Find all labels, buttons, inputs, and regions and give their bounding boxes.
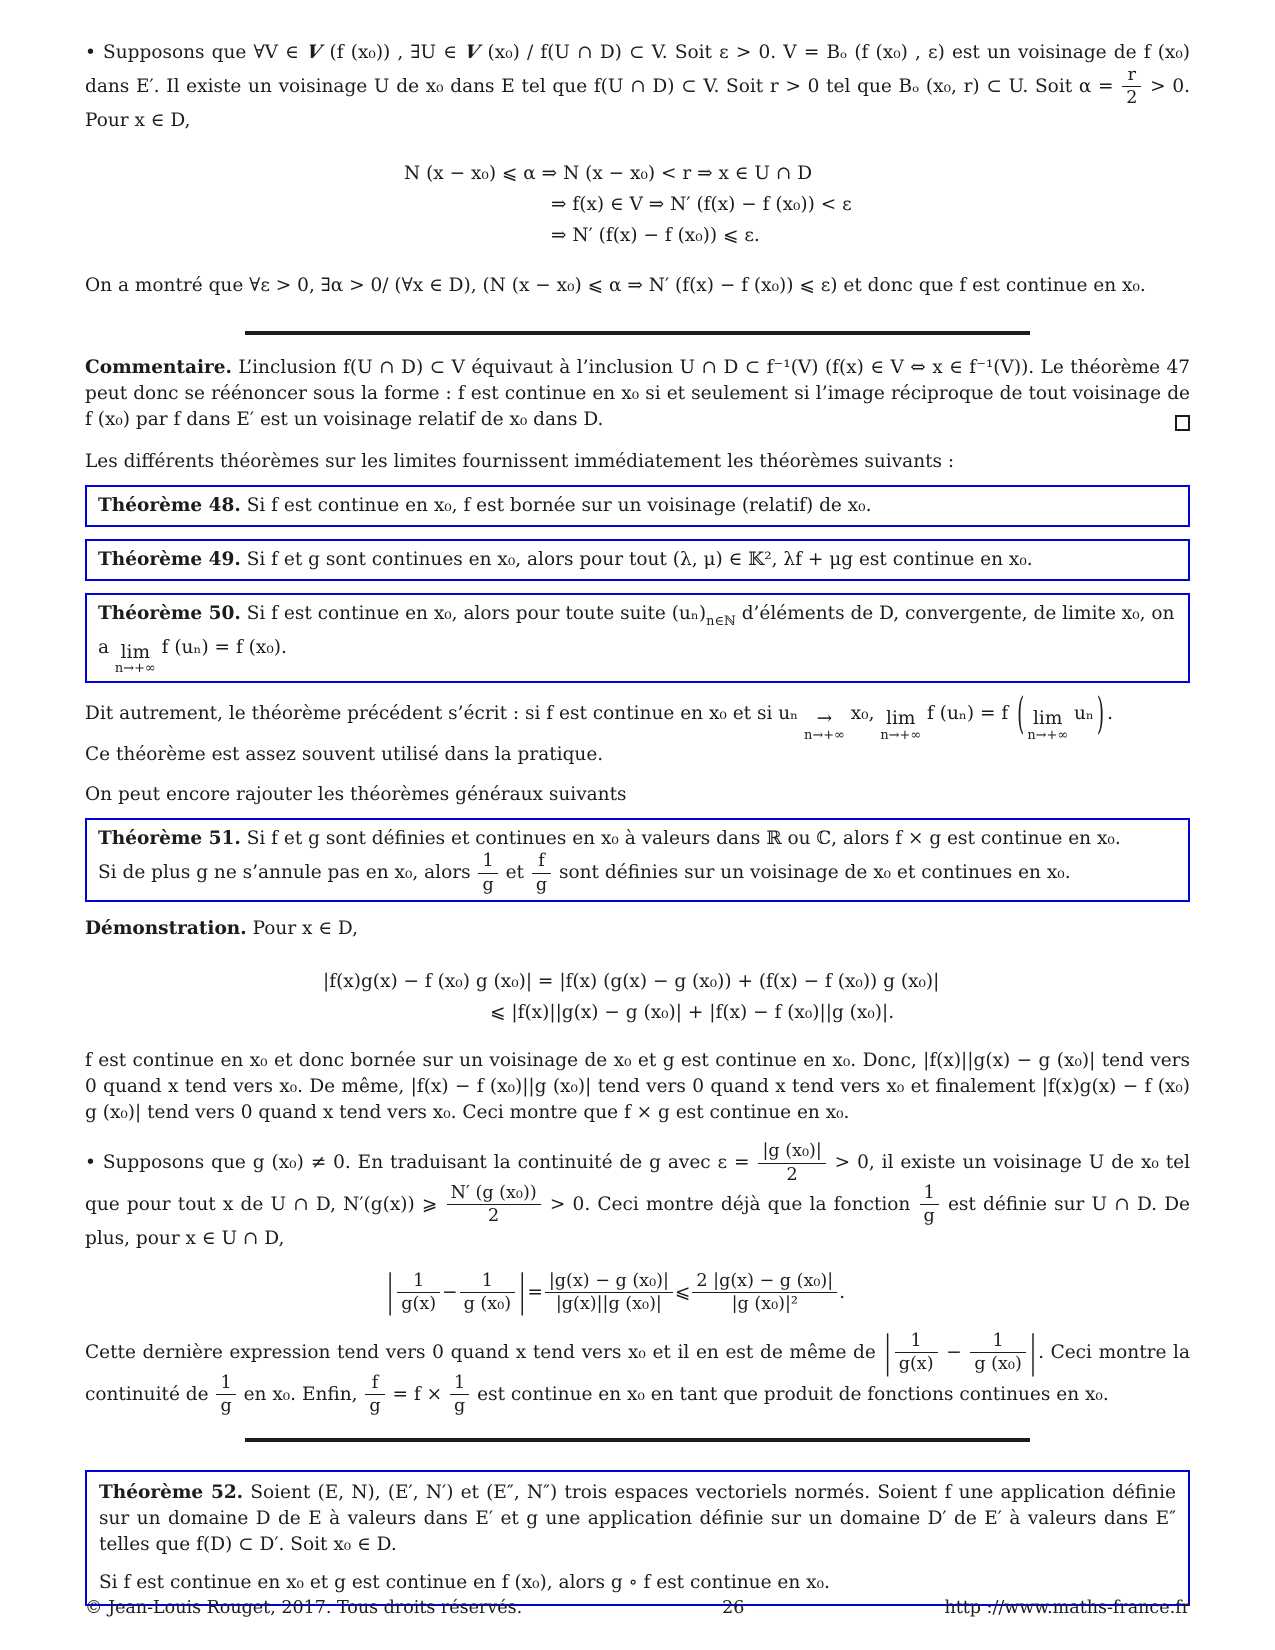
fraction-denominator: g(x) <box>401 1294 437 1315</box>
fraction-denominator: |g (x₀)|² <box>731 1294 798 1315</box>
section-divider-rule <box>245 1438 1030 1442</box>
page-footer <box>85 1598 1190 1618</box>
text-run: x₀, <box>844 703 881 725</box>
fraction <box>458 1272 517 1314</box>
text-run: Si f et g sont définies et continues en x₀ à valeurs dans ℝ ou ℂ, alors f × g est continue en x₀. <box>240 828 1121 850</box>
fraction-numerator: |g (x₀)| <box>758 1142 825 1163</box>
fraction-denominator: 2 <box>786 1164 798 1185</box>
fraction-numerator: 1 <box>970 1332 1025 1353</box>
fraction-denominator: g <box>220 1396 232 1417</box>
limit-operator <box>114 641 156 677</box>
para-supposons-g-non-nul <box>85 1142 1190 1252</box>
text-run: uₙ <box>1068 703 1094 725</box>
arrow-glyph: → <box>816 708 833 730</box>
text-run: a <box>98 636 115 658</box>
equation-line: |f(x)g(x) − f (x₀) g (x₀)| = |f(x) (g(x) − g (x₀)) + (f(x) − f (x₀)) g (x₀)| <box>323 971 940 993</box>
fraction <box>363 1374 386 1416</box>
sequence-index-subscript: n∈ℕ <box>706 613 736 629</box>
right-paren-icon: ) <box>1096 690 1105 740</box>
fraction-denominator: g <box>482 874 494 895</box>
fraction <box>214 1374 237 1416</box>
text-run: > 0. Pour x ∈ D, <box>85 75 1191 131</box>
theorem-box-48 <box>85 485 1190 527</box>
left-paren-icon: ( <box>1017 690 1025 740</box>
text-run: − <box>939 1341 969 1363</box>
fraction-numerator: 1 <box>397 1272 440 1293</box>
theorem-48-text <box>98 493 1177 519</box>
fraction-denominator: 2 <box>488 1206 500 1227</box>
fraction-numerator: 1 <box>478 852 497 873</box>
text-run: . Ceci montre la continuité de <box>85 1341 1191 1405</box>
fraction <box>448 1374 471 1416</box>
theorem-51-text <box>98 826 1177 894</box>
limit-word: lim <box>120 641 151 663</box>
para-cette-derniere <box>85 1328 1191 1417</box>
theorem-49-title: Théorème 49. <box>98 548 241 570</box>
theorem-52-title: Théorème 52. <box>99 1481 244 1503</box>
text-run: . <box>1107 703 1114 725</box>
fraction-denominator: g <box>369 1396 381 1417</box>
text-run: Si de plus g ne s’annule pas en x₀, alors <box>98 862 477 884</box>
text-run: Si f est continue en x₀, f est bornée sur un voisinage (relatif) de x₀. <box>240 494 872 516</box>
arrow-subscript: n→+∞ <box>804 727 845 743</box>
fraction-numerator: f <box>532 852 551 873</box>
equation-line: ⩽ |f(x)||g(x) − g (x₀)| + |f(x) − f (x₀)||g (x₀)|. <box>490 1002 895 1024</box>
fraction-numerator: |g(x) − g (x₀)| <box>545 1272 673 1293</box>
page-content <box>85 40 1190 1606</box>
script-v-symbol: V <box>462 42 482 63</box>
para-encore-rajouter: On peut encore rajouter les théorèmes généraux suivants <box>85 784 627 806</box>
text-run: > 0. Ceci montre déjà que la fonction <box>542 1193 918 1215</box>
fraction <box>918 1184 941 1226</box>
script-v-symbol: V <box>304 42 324 63</box>
text-run: d’éléments de D, convergente, de limite x₀, on <box>735 602 1175 624</box>
theorem-50-title: Théorème 50. <box>98 602 241 624</box>
limit-subscript: n→+∞ <box>880 727 922 743</box>
limit-subscript: n→+∞ <box>114 661 156 677</box>
fraction-numerator: f <box>365 1374 384 1395</box>
footer-copyright: © Jean-Louis Rouget, 2017. Tous droits réservés. <box>85 1598 523 1618</box>
text-run: L’inclusion f(U ∩ D) ⊂ V équivaut à l’inclusion U ∩ D ⊂ f⁻¹(V) (f(x) ∈ V ⇔ x ∈ f⁻¹(V)). Le théorème 47 peut donc se réénoncer sous la forme : f est continue en x₀ si et seulement si l’image réciproque de tout voisinage de f (x₀) par f dans E′ est un voisinage relatif de x₀ dans D. <box>85 356 1190 430</box>
footer-url: http ://www.maths-france.fr <box>944 1598 1190 1618</box>
equation-line: ⇒ N′ (f(x) − f (x₀)) ⩽ ε. <box>551 224 760 246</box>
tends-to-operator <box>804 710 845 742</box>
theorem-box-52 <box>85 1470 1190 1606</box>
commentaire-label: Commentaire. <box>85 356 232 378</box>
text-run: f (uₙ) = f (x₀). <box>155 636 287 658</box>
fraction-numerator: 1 <box>920 1184 939 1205</box>
text-run: (x₀) / f(U ∩ D) ⊂ V. Soit ε > 0. V = Bₒ (f (x₀) , ε) est un voisinage de f (x₀) dans E′. Il existe un voisinage U de x₀ dans E tel que f(U ∩ D) ⊂ V. Soit r > 0 tel que Bₒ (x₀, r) ⊂ U. Soit α = <box>85 42 1190 97</box>
text-run: ⩽ <box>674 1282 691 1304</box>
text-run: Cette dernière expression tend vers 0 quand x tend vers x₀ et il en est de même de <box>85 1341 883 1363</box>
theorem-box-49 <box>85 539 1190 581</box>
text-run: Pour x ∈ D, <box>246 918 358 940</box>
text-run: • Supposons que ∀V ∈ <box>85 42 307 63</box>
theorem-50-text <box>98 601 1177 676</box>
text-run: . <box>839 1282 846 1304</box>
fraction <box>1120 66 1143 108</box>
equation-line: ⇒ f(x) ∈ V ⇒ N′ (f(x) − f (x₀)) < ε <box>551 193 852 215</box>
fraction <box>395 1272 442 1314</box>
theorem-box-51 <box>85 818 1190 902</box>
theorem-box-50 <box>85 593 1190 684</box>
abs-bar-icon: | <box>387 1268 394 1318</box>
limit-operator <box>1027 710 1068 742</box>
text-run: sont définies sur un voisinage de x₀ et continues en x₀. <box>553 862 1071 884</box>
display-equation-implications <box>85 158 1190 251</box>
fraction-denominator: |g(x)||g (x₀)| <box>555 1294 662 1315</box>
theorem-49-text <box>98 547 1177 573</box>
text-run: et <box>499 862 530 884</box>
text-run: Si f et g sont continues en x₀, alors pour tout (λ, μ) ∈ 𝕂², λf + μg est continue en x₀. <box>240 548 1033 570</box>
para-on-a-montre: On a montré que ∀ε > 0, ∃α > 0/ (∀x ∈ D), (N (x − x₀) ⩽ α ⇒ N′ (f(x) − f (x₀)) ⩽ ε) et donc que f est continue en x₀. <box>85 274 1146 296</box>
text-run: Ce théorème est assez souvent utilisé dans la pratique. <box>85 744 604 766</box>
text-run: = <box>527 1282 543 1304</box>
text-run: f (uₙ) = f <box>921 703 1015 725</box>
fraction-denominator: 2 <box>1126 88 1138 109</box>
text-run: > 0, il existe un voisinage U de x₀ tel que pour tout x de U ∩ D, N′(g(x)) ⩾ <box>85 1152 1191 1215</box>
text-run: = f × <box>386 1383 448 1405</box>
limit-subscript: n→+∞ <box>1027 727 1069 743</box>
fraction-numerator: 2 |g(x) − g (x₀)| <box>692 1272 837 1293</box>
text-run: est définie sur U ∩ D. De plus, pour x ∈ U ∩ D, <box>85 1193 1190 1249</box>
fraction <box>543 1272 675 1314</box>
fraction-numerator: 1 <box>895 1332 938 1353</box>
qed-square-icon <box>1175 415 1190 431</box>
fraction-denominator: g <box>535 874 548 895</box>
fraction <box>690 1272 839 1314</box>
text-run: • Supposons que g (x₀) ≠ 0. En traduisant la continuité de g avec ε = <box>85 1152 757 1174</box>
para-intro-theoremes: Les différents théorèmes sur les limites fournissent immédiatement les théorèmes suivants : <box>85 450 955 472</box>
fraction <box>530 852 553 894</box>
limit-word: lim <box>886 708 916 730</box>
para-dit-autrement <box>85 690 1190 768</box>
theorem-52-text <box>99 1480 1176 1558</box>
display-equation-inverse <box>385 1268 1190 1318</box>
fraction-numerator: r <box>1122 66 1141 87</box>
fraction-numerator: 1 <box>460 1272 515 1293</box>
text-run: est continue en x₀ en tant que produit de fonctions continues en x₀. <box>471 1383 1109 1405</box>
text-run: en x₀. Enfin, <box>237 1383 364 1405</box>
text-run: − <box>442 1282 458 1304</box>
fraction <box>445 1184 543 1226</box>
footer-page-number: 26 <box>722 1598 745 1618</box>
fraction <box>893 1332 940 1374</box>
abs-bar-icon: | <box>519 1268 526 1318</box>
text-run: Dit autrement, le théorème précédent s’écrit : si f est continue en x₀ et si uₙ <box>85 703 805 725</box>
fraction-denominator: g (x₀) <box>974 1354 1022 1375</box>
limit-word: lim <box>1033 708 1063 730</box>
limit-operator <box>880 710 921 742</box>
abs-bar-icon: | <box>884 1328 891 1379</box>
equation-line: N (x − x₀) ⩽ α ⇒ N (x − x₀) < r ⇒ x ∈ U ∩ D <box>404 162 813 184</box>
para-commentaire <box>85 355 1190 433</box>
fraction <box>756 1142 827 1184</box>
fraction-numerator: 1 <box>216 1374 235 1395</box>
fraction-denominator: g <box>923 1206 935 1227</box>
text-run: Si f est continue en x₀, alors pour toute suite (uₙ) <box>240 602 707 624</box>
para-f-continue-bornee: f est continue en x₀ et donc bornée sur un voisinage de x₀ et g est continue en x₀. Donc, |f(x)||g(x) − g (x₀)| tend vers 0 quand x tend vers x₀. De même, |f(x) − f (x₀)||g (x₀)| tend vers 0 quand x tend vers x₀ et finalement |f(x)g(x) − f (x₀) g (x₀)| tend vers 0 quand x tend vers x₀. Ceci montre que f × g est continue en x₀. <box>85 1050 1190 1124</box>
abs-bar-icon: | <box>1029 1328 1037 1379</box>
fraction-denominator: g (x₀) <box>463 1294 512 1315</box>
fraction <box>968 1332 1027 1374</box>
theorem-52-conclusion: Si f est continue en x₀ et g est continue en f (x₀), alors g ∘ f est continue en x₀. <box>99 1571 830 1593</box>
fraction-numerator: N′ (g (x₀)) <box>447 1184 541 1205</box>
fraction <box>476 852 499 894</box>
fraction-denominator: g <box>454 1396 466 1417</box>
text-run: Soient (E, N), (E′, N′) et (E″, N″) trois espaces vectoriels normés. Soient f une application définie sur un domaine D de E à valeurs dans E′ et g une application définie sur un domaine D′ de E′ à valeurs dans E″ telles que f(D) ⊂ D′. Soit x₀ ∈ D. <box>99 1481 1176 1555</box>
text-run: (f (x₀)) , ∃U ∈ <box>322 42 465 63</box>
theorem-51-title: Théorème 51. <box>98 828 241 850</box>
theorem-48-title: Théorème 48. <box>98 494 241 516</box>
section-divider-rule <box>245 331 1030 335</box>
fraction-numerator: 1 <box>450 1374 469 1395</box>
para-demonstration <box>85 916 1190 942</box>
fraction-denominator: g(x) <box>898 1354 934 1375</box>
demonstration-label: Démonstration. <box>85 918 247 940</box>
display-equation-product <box>85 966 1190 1028</box>
para-supposons-voisinage <box>85 40 1190 134</box>
